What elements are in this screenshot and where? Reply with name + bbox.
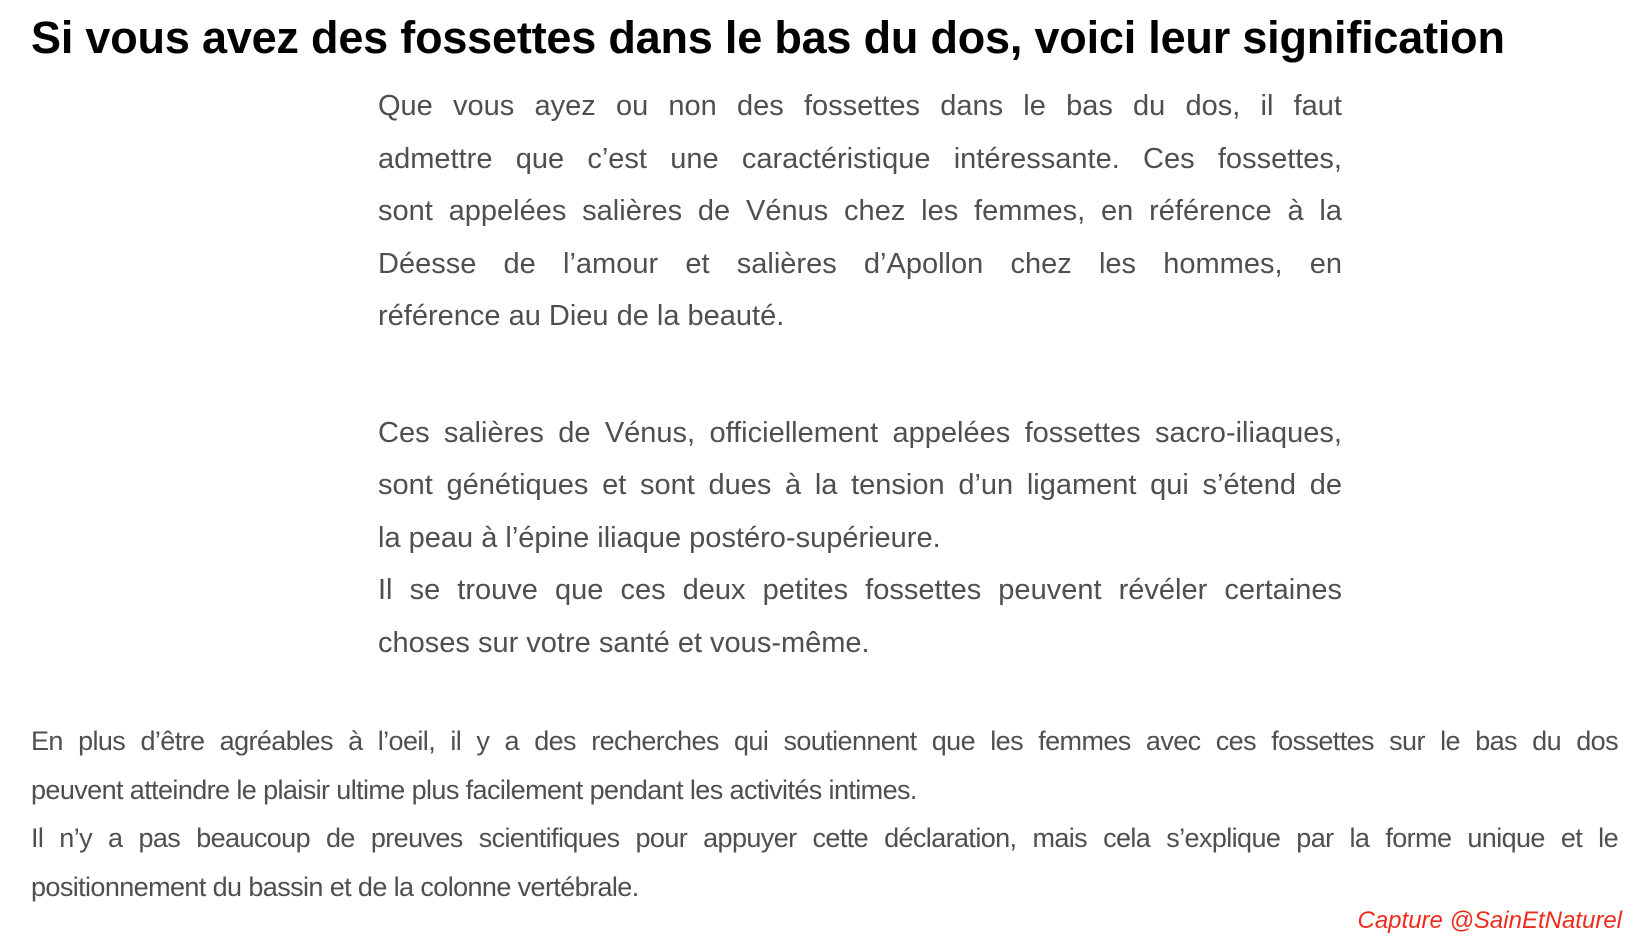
text-line: En plus d’être agréables à l’oeil, il y a des recherches qui soutiennent que les femmes avec ces fossettes sur le bas du dos — [31, 726, 1618, 756]
text-line: Que vous ayez ou non des fossettes dans le bas du dos, il faut — [378, 90, 1342, 122]
text-line: référence au Dieu de la beauté. — [378, 300, 785, 332]
capture-credit: Capture @SainEtNaturel — [1357, 907, 1622, 934]
text-line: Il se trouve que ces deux petites fossettes peuvent révéler certaines — [378, 574, 1342, 606]
text-line: Il n’y a pas beaucoup de preuves scientifiques pour appuyer cette déclaration, mais cela s’explique par la forme unique et le — [31, 823, 1618, 853]
text-line: peuvent atteindre le plaisir ultime plus facilement pendant les activités intimes. — [31, 774, 917, 805]
article-paragraph-2 — [378, 407, 1342, 670]
text-line: positionnement du bassin et de la colonne vertébrale. — [31, 871, 639, 902]
text-line: sont appelées salières de Vénus chez les femmes, en référence à la — [378, 195, 1342, 227]
article-body — [378, 80, 1342, 669]
text-line: choses sur votre santé et vous-même. — [378, 626, 870, 659]
text-line: Déesse de l’amour et salières d’Apollon chez les hommes, en — [378, 247, 1342, 280]
text-line: la peau à l’épine iliaque postéro-supérieure. — [378, 521, 941, 554]
bottom-paragraph — [31, 717, 1618, 911]
text-line: admettre que c’est une caractéristique intéressante. Ces fossettes, — [378, 142, 1342, 175]
page-title: Si vous avez des fossettes dans le bas du dos, voici leur signification — [31, 12, 1505, 63]
text-line: sont génétiques et sont dues à la tension d’un ligament qui s’étend de — [378, 469, 1342, 501]
article-paragraph-1 — [378, 80, 1342, 343]
text-line: Ces salières de Vénus, officiellement appelées fossettes sacro-iliaques, — [378, 416, 1342, 449]
